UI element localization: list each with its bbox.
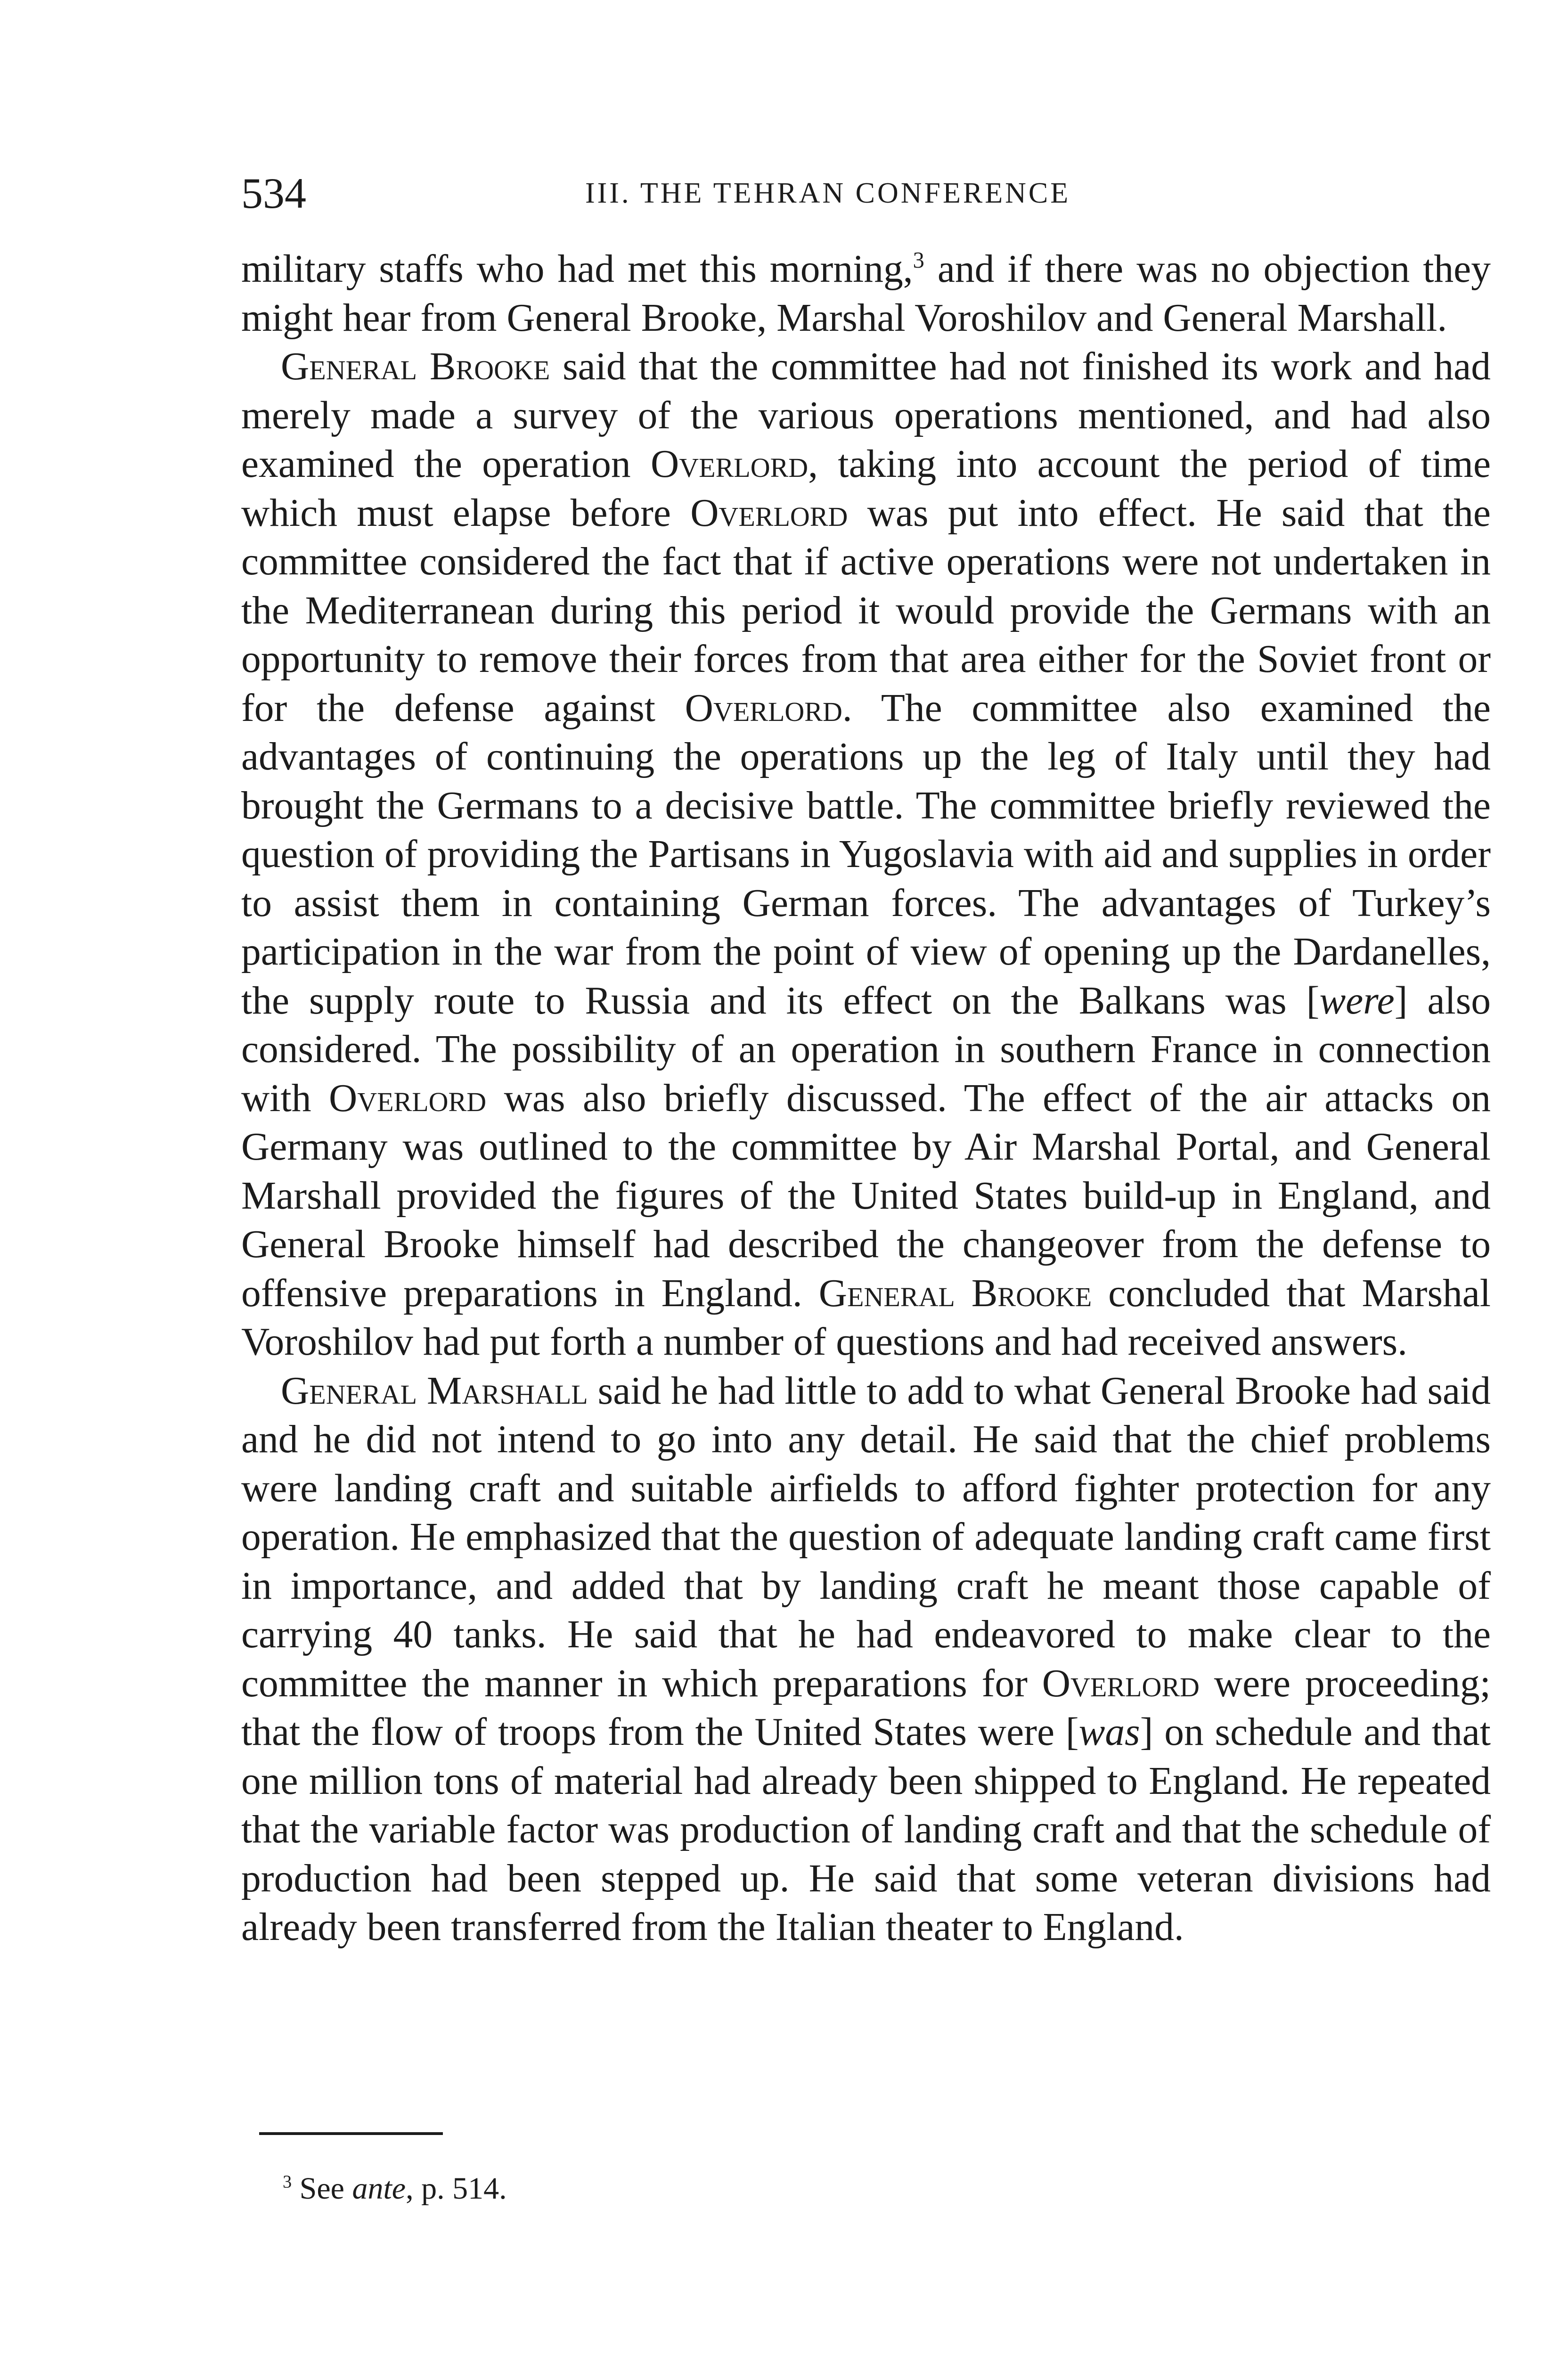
text-run: was also briefly discussed. The effect of the air attacks on Germany was outlined to the committee by Air Marshal Portal, and General Marshall provided the figures of the United States build-up in England, and General Brooke himself had described the changeover from the defense to offensive preparations in England. [241, 1076, 1491, 1315]
page-number: 534 [241, 169, 306, 217]
text-run: ] also considered. The possibility of an operation in southern France in connection with [241, 979, 1491, 1120]
footnote-separator [259, 2132, 443, 2135]
page-header [241, 170, 1490, 217]
operation-name: Overlord [650, 442, 808, 486]
footnote-reference: 3 [913, 247, 924, 273]
text-run: ] on schedule and that one million tons of material had already been shipped to England. He repeated that the variable factor was production of landing craft and that the schedule of production had been stepped up. He said that some veteran divisions had already been transferred from the Italian theater to England. [241, 1710, 1491, 1949]
paragraph-1 [241, 245, 1491, 343]
text-run: , p. 514. [406, 2171, 507, 2206]
editorial-insertion: were [1319, 979, 1395, 1023]
text-run: . The committee also examined the advantages of continuing the operations up the leg of Italy until they had brought the Germans to a decisive battle. The committee briefly reviewed the question of providing the Partisans in Yugoslavia with aid and supplies in order to assist them in containing German forces. The advantages of Turkey’s participation in the war from the point of view of opening up the Dardanelles, the supply route to Russia and its effect on the Balkans was [ [241, 686, 1491, 1023]
operation-name: Overlord [328, 1076, 487, 1120]
text-run: military staffs who had met this morning, [241, 247, 913, 291]
paragraph-2 [241, 343, 1491, 1367]
editorial-insertion: was [1078, 1710, 1140, 1754]
text-run: See [292, 2171, 352, 2206]
text-run: said that the committee had not finished its work and had merely made a survey of the various operations mentioned, and had also examined the operation [241, 345, 1491, 486]
text-run: and if there was no objection they might hear from General Brooke, Marshal Voroshilov and General Marshall. [241, 247, 1491, 340]
text-run: was put into effect. He said that the committee considered the fact that if active operations were not undertaken in the Mediterranean during this period it would provide the Germans with an opportunity to remove their forces from that area either for the Soviet front or for the defense against [241, 491, 1491, 730]
footnote-marker: 3 [283, 2172, 292, 2192]
footnote [283, 2168, 507, 2210]
running-head: III. THE TEHRAN CONFERENCE [585, 177, 1071, 209]
text-run: said he had little to add to what General Brooke had said and he did not intend to go into any detail. He said that the chief problems were landing craft and suitable airfields to afford fighter protection for any operation. He emphasized that the question of adequate landing craft came first in importance, and added that by landing craft he meant those capable of carrying 40 tanks. He said that he had endeavored to make clear to the committee the manner in which preparations for [241, 1369, 1491, 1705]
body-text [241, 245, 1491, 1952]
speaker-name: General Marshall [281, 1369, 588, 1413]
operation-name: Overlord [685, 686, 842, 730]
operation-name: Overlord [690, 491, 848, 535]
operation-name: Overlord [1042, 1661, 1200, 1705]
text-run: concluded that Marshal Voroshilov had put forth a number of questions and had received answers. [241, 1271, 1491, 1364]
paragraph-3 [241, 1367, 1491, 1952]
speaker-name: General Brooke [818, 1271, 1092, 1315]
text-run: , taking into account the period of time which must elapse before [241, 442, 1491, 535]
speaker-name: General Brooke [281, 345, 550, 388]
text-run: were proceeding; that the flow of troops from the United States were [ [241, 1661, 1491, 1754]
footnote-italic: ante [352, 2171, 406, 2206]
